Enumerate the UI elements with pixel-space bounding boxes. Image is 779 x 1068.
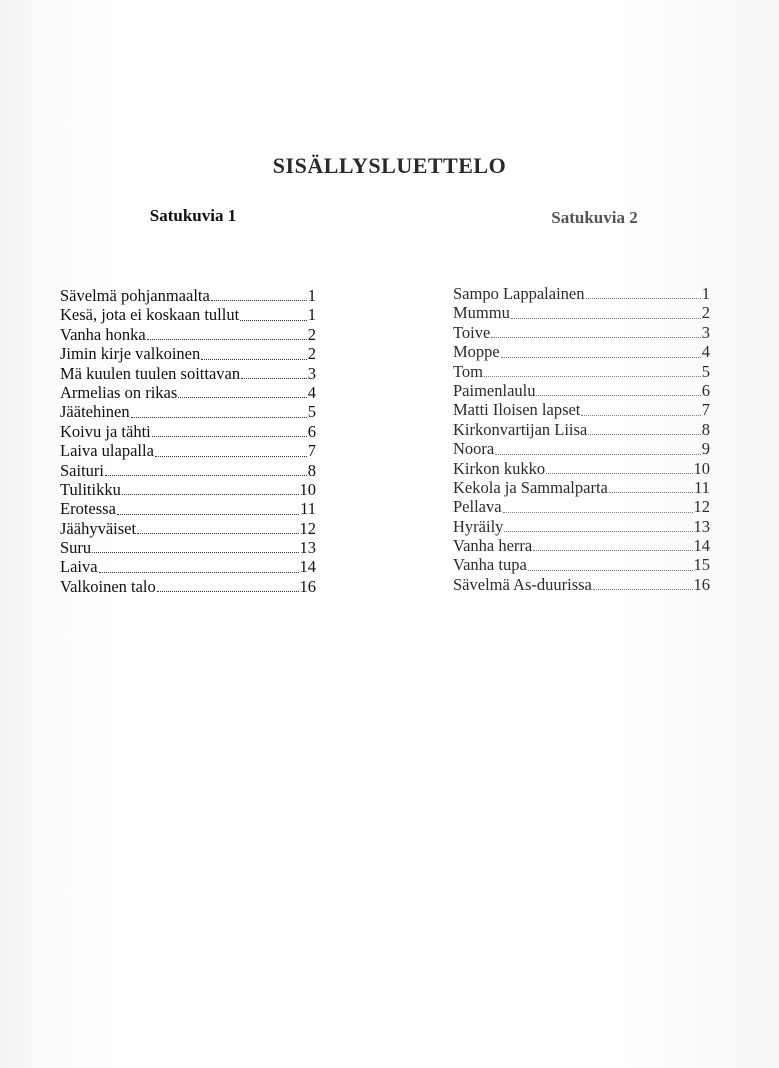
page-number: 2 [307,324,316,344]
toc-entry [60,305,316,324]
toc-entry [453,517,710,536]
entry-title: Kirkonvartijan Liisa [453,419,588,439]
toc-entry [453,362,710,381]
page-number: 14 [299,557,316,577]
dot-leader [586,298,701,299]
page-number: 12 [299,518,316,538]
entry-title: Jimin kirje valkoinen [60,344,201,364]
dot-leader [152,436,307,437]
entry-title: Kirkon kukko [453,458,546,478]
page-number: 8 [307,460,316,480]
page-number: 13 [693,516,710,536]
page-number: 6 [307,421,316,441]
toc-entry [60,441,316,460]
page-number: 2 [307,344,316,364]
toc-entry [60,577,316,596]
toc-entry [60,344,316,363]
toc-entry [453,323,710,342]
page-number: 10 [299,479,316,499]
entry-title: Toive [453,322,491,342]
dot-leader [511,318,701,319]
dot-leader [211,300,307,301]
toc-entry [60,499,316,518]
dot-leader [593,589,693,590]
entry-title: Sävelmä pohjanmaalta [60,286,210,305]
entry-title: Valkoinen talo [60,576,156,596]
dot-leader [137,533,298,534]
toc-entry [60,538,316,557]
page-number: 4 [701,342,710,362]
page-number: 10 [693,458,710,478]
dot-leader [528,570,693,571]
toc-column-2 [453,206,710,594]
dot-leader [201,359,307,360]
page-number: 16 [693,574,710,594]
toc-entry [453,303,710,322]
page-number: 4 [307,382,316,402]
dot-leader [92,552,298,553]
toc-entry [60,286,316,305]
entry-title: Mä kuulen tuulen soittavan [60,363,241,383]
page-number: 3 [701,322,710,342]
entry-title: Jäähyväiset [60,518,137,538]
page-number: 9 [701,439,710,459]
page-number: 8 [701,419,710,439]
toc-entry [60,383,316,402]
page-number: 1 [307,286,316,305]
dot-leader [147,339,307,340]
dot-leader [122,494,299,495]
dot-leader [105,475,307,476]
toc-entry [453,420,710,439]
toc-column-1 [60,206,316,596]
page-number: 7 [701,400,710,420]
page-number: 1 [307,305,316,325]
entry-title: Saituri [60,460,104,480]
toc-entry [60,364,316,383]
entry-title: Pellava [453,497,502,517]
entry-title: Laiva ulapalla [60,441,154,461]
dot-leader [533,550,692,551]
dot-leader [178,397,306,398]
page-number: 3 [307,363,316,383]
toc-entry [453,555,710,574]
entry-title: Sampo Lappalainen [453,284,585,303]
page-number: 16 [299,576,316,596]
entry-title: Mummu [453,303,510,323]
entry-title: Kekola ja Sammalparta [453,477,608,497]
entry-title: Kesä, jota ei koskaan tullut [60,305,240,325]
dot-leader [581,415,700,416]
dot-leader [117,514,299,515]
dot-leader [536,395,700,396]
dot-leader [157,591,299,592]
dot-leader [546,473,692,474]
toc-entry [60,519,316,538]
page-number: 14 [693,536,710,556]
toc-entry [453,439,710,458]
toc-entry [453,497,710,516]
page-number: 7 [307,441,316,461]
page-number: 1 [701,284,710,303]
page-number: 11 [300,499,316,519]
dot-leader [240,320,307,321]
toc-entry [60,557,316,576]
toc-entry [453,342,710,361]
page-number: 11 [694,477,710,497]
page-number: 2 [701,303,710,323]
toc-list [60,286,316,596]
dot-leader [131,417,307,418]
dot-leader [501,357,701,358]
dot-leader [504,531,692,532]
toc-entry [453,536,710,555]
page-number: 6 [701,380,710,400]
toc-list [453,284,710,594]
page-number: 13 [299,538,316,558]
entry-title: Noora [453,439,495,459]
entry-title: Moppe [453,342,500,362]
toc-entry [60,402,316,421]
entry-title: Vanha honka [60,324,146,344]
entry-title: Laiva [60,557,98,577]
entry-title: Tom [453,361,484,381]
toc-entry [453,381,710,400]
dot-leader [155,456,307,457]
entry-title: Vanha herra [453,536,533,556]
toc-entry [60,325,316,344]
entry-title: Matti Iloisen lapset [453,400,581,420]
toc-entry [60,422,316,441]
dot-leader [491,337,700,338]
entry-title: Tulitikku [60,479,121,499]
entry-title: Koivu ja tähti [60,421,151,441]
dot-leader [484,376,701,377]
entry-title: Vanha tupa [453,555,527,575]
page-number: 5 [701,361,710,381]
column-heading: Satukuvia 2 [551,208,638,227]
entry-title: Hyräily [453,516,504,536]
toc-entry [60,480,316,499]
toc-entry [60,461,316,480]
entry-title: Sävelmä As-duurissa [453,574,592,594]
page-title: SISÄLLYSLUETTELO [272,153,507,178]
toc-entry [453,459,710,478]
entry-title: Jäätehinen [60,402,130,422]
toc-entry [453,284,710,303]
entry-title: Armelias on rikas [60,382,178,402]
toc-entry [453,478,710,497]
dot-leader [503,512,693,513]
entry-title: Erotessa [60,499,116,519]
entry-title: Paimenlaulu [453,380,536,400]
dot-leader [609,492,693,493]
page-number: 12 [693,497,710,517]
column-heading: Satukuvia 1 [149,206,237,225]
entry-title: Suru [60,538,92,558]
toc-entry [453,575,710,594]
dot-leader [495,454,701,455]
dot-leader [99,572,299,573]
dot-leader [241,378,307,379]
page-number: 15 [693,555,710,575]
dot-leader [588,434,700,435]
page-number: 5 [307,402,316,422]
toc-entry [453,400,710,419]
